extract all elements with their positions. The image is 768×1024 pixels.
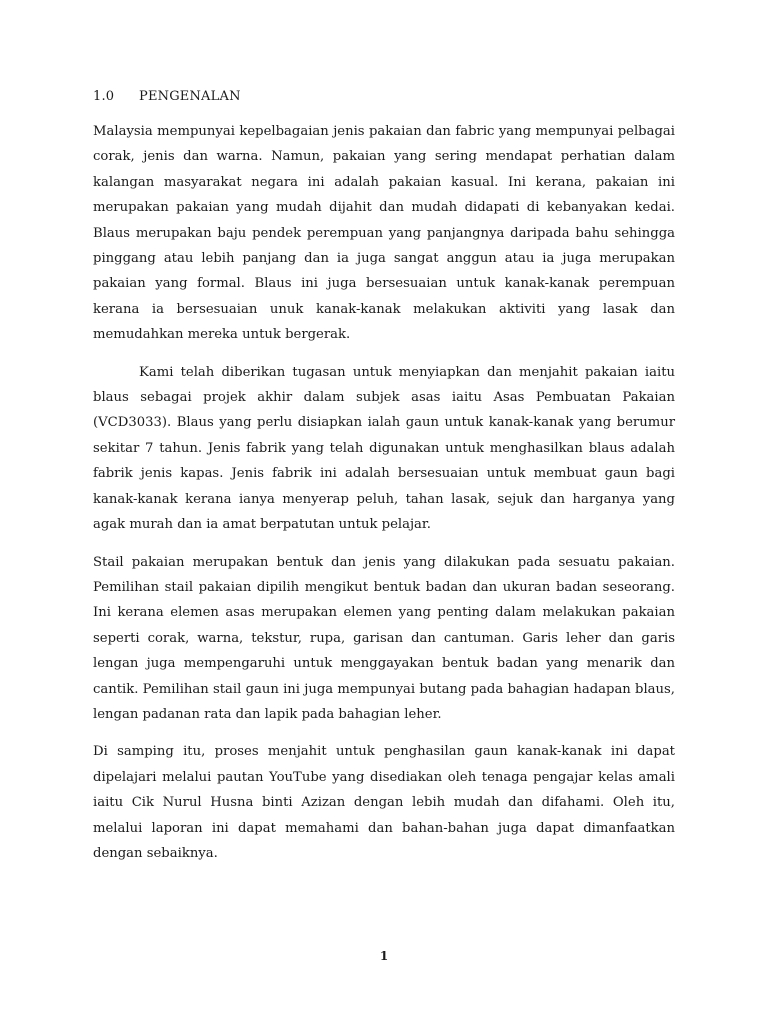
document-body xyxy=(93,119,675,878)
section-number: 1.0 xyxy=(93,89,115,104)
page-number: 1 xyxy=(379,949,389,963)
paragraph-4: Di samping itu, proses menjahit untuk penghasilan gaun kanak-kanak ini dapat dipelajari melalui pautan YouTube yang disediakan oleh tenaga pengajar kelas amali iaitu Cik Nurul Husna binti Azizan dengan lebih mudah dan difahami. Oleh itu, melalui laporan ini dapat memahami dan bahan-bahan juga dapat dimanfaatkan dengan sebaiknya. xyxy=(93,744,675,861)
section-heading xyxy=(93,87,241,107)
paragraph-2: Kami telah diberikan tugasan untuk menyiapkan dan menjahit pakaian iaitu blaus sebagai projek akhir dalam subjek asas iaitu Asas Pembuatan Pakaian (VCD3033). Blaus yang perlu disiapkan ialah gaun untuk kanak-kanak yang berumur sekitar 7 tahun. Jenis fabrik yang telah digunakan untuk menghasilkan blaus adalah fabrik jenis kapas. Jenis fabrik ini adalah bersesuaian untuk membuat gaun bagi kanak-kanak kerana ianya menyerap peluh, tahan lasak, sejuk dan harganya yang agak murah dan ia amat berpatutan untuk pelajar. xyxy=(93,364,675,533)
paragraph-1: Malaysia mempunyai kepelbagaian jenis pakaian dan fabric yang mempunyai pelbagai corak, jenis dan warna. Namun, pakaian yang sering mendapat perhatian dalam kalangan masyarakat negara ini adalah pakaian kasual. Ini kerana, pakaian ini merupakan pakaian yang mudah dijahit dan mudah didapati di kebanyakan kedai. Blaus merupakan baju pendek perempuan yang panjangnya daripada bahu sehingga pinggang atau lebih panjang dan ia juga sangat anggun atau ia juga merupakan pakaian yang formal. Blaus ini juga bersesuaian untuk kanak-kanak perempuan kerana ia bersesuaian unuk kanak-kanak melakukan aktiviti yang lasak dan memudahkan mereka untuk bergerak. xyxy=(93,124,675,343)
paragraph-3: Stail pakaian merupakan bentuk dan jenis yang dilakukan pada sesuatu pakaian. Pemilihan stail pakaian dipilih mengikut bentuk badan dan ukuran badan seseorang. Ini kerana elemen asas merupakan elemen yang penting dalam melakukan pakaian seperti corak, warna, tekstur, rupa, garisan dan cantuman. Garis leher dan garis lengan juga mempengaruhi untuk menggayakan bentuk badan yang menarik dan cantik. Pemilihan stail gaun ini juga mempunyai butang pada bahagian hadapan blaus, lengan padanan rata dan lapik pada bahagian leher. xyxy=(93,554,675,722)
section-title: PENGENALAN xyxy=(139,89,241,104)
